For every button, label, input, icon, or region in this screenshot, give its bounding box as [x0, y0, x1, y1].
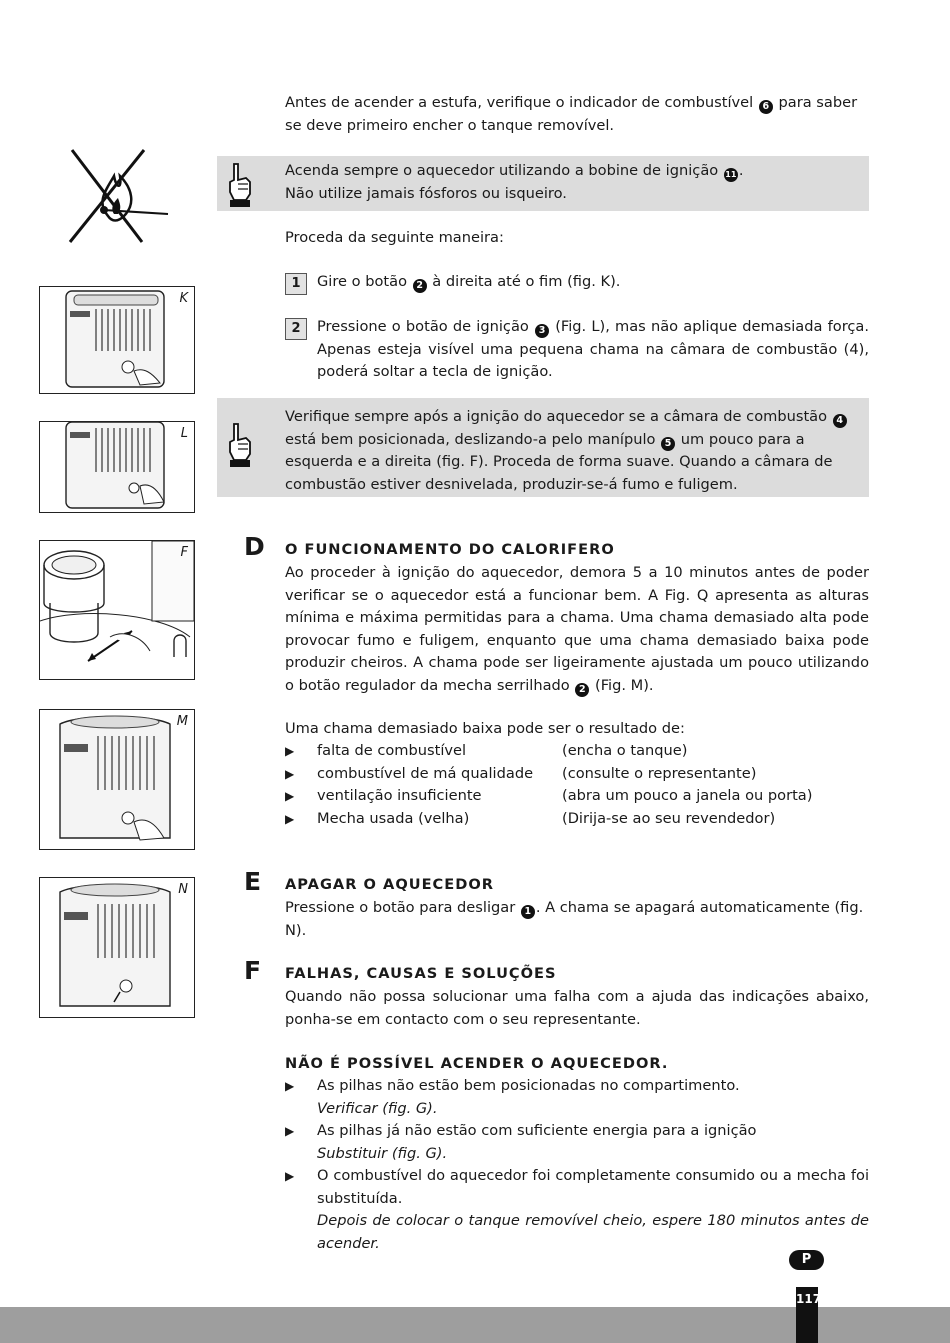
section-d-title: O FUNCIONAMENTO DO CALORIFERO	[285, 541, 615, 558]
figure-label: L	[180, 426, 188, 441]
low-flame-intro: Uma chama demasiado baixa pode ser o resultado de:	[285, 720, 685, 737]
step-number-2: 2	[285, 318, 307, 340]
section-f-title: FALHAS, CAUSAS E SOLUÇÕES	[285, 965, 557, 982]
section-e-title: APAGAR O AQUECEDOR	[285, 876, 494, 893]
figure-label: N	[178, 882, 188, 897]
problem-item: ▶ O combustível do aquecedor foi completamente consumido ou a mecha foi substituída. Depois de colocar o tanque removível cheio, espere 180 minutos antes de acender.	[285, 1167, 869, 1252]
figure-m	[39, 709, 195, 850]
combustion-chamber-illustration	[40, 541, 194, 679]
figure-label: F	[180, 545, 188, 560]
heater-illustration	[40, 287, 194, 393]
intro-paragraph: Antes de acender a estufa, verifique o indicador de combustível 6 para saber se deve primeiro encher o tanque removível.	[285, 94, 858, 134]
caution-note-text: Acenda sempre o aquecedor utilizando a bobine de ignição 11 . Não utilize jamais fósforos ou isqueiro.	[285, 162, 744, 202]
figure-k	[39, 286, 195, 394]
cause-row: ▶ Mecha usada (velha) (Dirija-se ao seu revendedor)	[285, 810, 776, 827]
section-letter-d: D	[244, 532, 265, 561]
figure-label: K	[179, 291, 188, 306]
no-match-flame-icon	[66, 146, 170, 246]
cause-row: ▶ combustível de má qualidade (consulte o representante)	[285, 765, 757, 782]
callout-number: 3	[535, 324, 549, 338]
section-letter-f: F	[244, 956, 262, 985]
pointing-hand-icon	[224, 420, 256, 468]
section-e-body: Pressione o botão para desligar 1 . A chama se apagará automaticamente (fig. N).	[285, 899, 864, 939]
step-number-1: 1	[285, 273, 307, 295]
language-badge: P	[789, 1250, 824, 1270]
problem-item: ▶ As pilhas não estão bem posicionadas no compartimento. Verificar (fig. G).	[285, 1077, 740, 1117]
heater-illustration	[40, 710, 194, 849]
section-letter-e: E	[244, 867, 262, 896]
problem-item: ▶ As pilhas já não estão com suficiente energia para a ignição Substituir (fig. G).	[285, 1122, 757, 1162]
caution-note-chamber-text: Verifique sempre após a ignição do aquecedor se a câmara de combustão 4 está bem posicionada, deslizando-a pelo manípulo 5 um pouco para a esquerda e a direita (fig. F). Proceda de forma suave. Quando a câmara de combustão estiver desnivelada, produzir-se-á fumo e fuligem.	[285, 406, 869, 496]
section-f-body: Quando não possa solucionar uma falha com a ajuda das indicações abaixo, ponha-se em contacto com o seu representante.	[285, 988, 869, 1028]
cause-row: ▶ falta de combustível (encha o tanque)	[285, 742, 688, 759]
step-text-2: Pressione o botão de ignição 3 (Fig. L), mas não aplique demasiada força. Apenas esteja visível uma pequena chama na câmara de combustão (4), poderá soltar a tecla de ignição.	[317, 318, 869, 380]
figure-label: M	[176, 714, 188, 729]
callout-number: 2	[575, 683, 589, 697]
cause-row: ▶ ventilação insuficiente (abra um pouco a janela ou porta)	[285, 787, 813, 804]
callout-number: 2	[413, 279, 427, 293]
callout-number: 1	[521, 905, 535, 919]
pointing-hand-icon	[224, 160, 256, 208]
callout-number: 6	[759, 100, 773, 114]
step-text-1: Gire o botão 2 à direita até o fim (fig. K).	[317, 273, 621, 291]
subsection-title: NÃO É POSSÍVEL ACENDER O AQUECEDOR.	[285, 1055, 669, 1072]
page-number: 117	[796, 1287, 818, 1343]
heater-illustration	[40, 878, 194, 1017]
figure-n	[39, 877, 195, 1018]
section-d-body: Ao proceder à ignição do aquecedor, demora 5 a 10 minutos antes de poder verificar se o aquecedor está a funcionar bem. A Fig. Q apresenta as alturas mínima e máxima permitidas para a chama. Uma chama demasiado alta pode provocar fumo e fuligem, enquanto que uma chama demasiado baixa pode produzir cheiros. A chama pode ser ligeiramente ajustada um pouco utilizando o botão regulador da mecha serrilhado 2 (Fig. M).	[285, 564, 869, 695]
figure-l	[39, 421, 195, 513]
figure-f	[39, 540, 195, 680]
heater-illustration	[40, 422, 194, 512]
callout-number: 11	[724, 168, 738, 182]
callout-number: 4	[833, 414, 847, 428]
callout-number: 5	[661, 437, 675, 451]
proceed-text: Proceda da seguinte maneira:	[285, 229, 504, 246]
